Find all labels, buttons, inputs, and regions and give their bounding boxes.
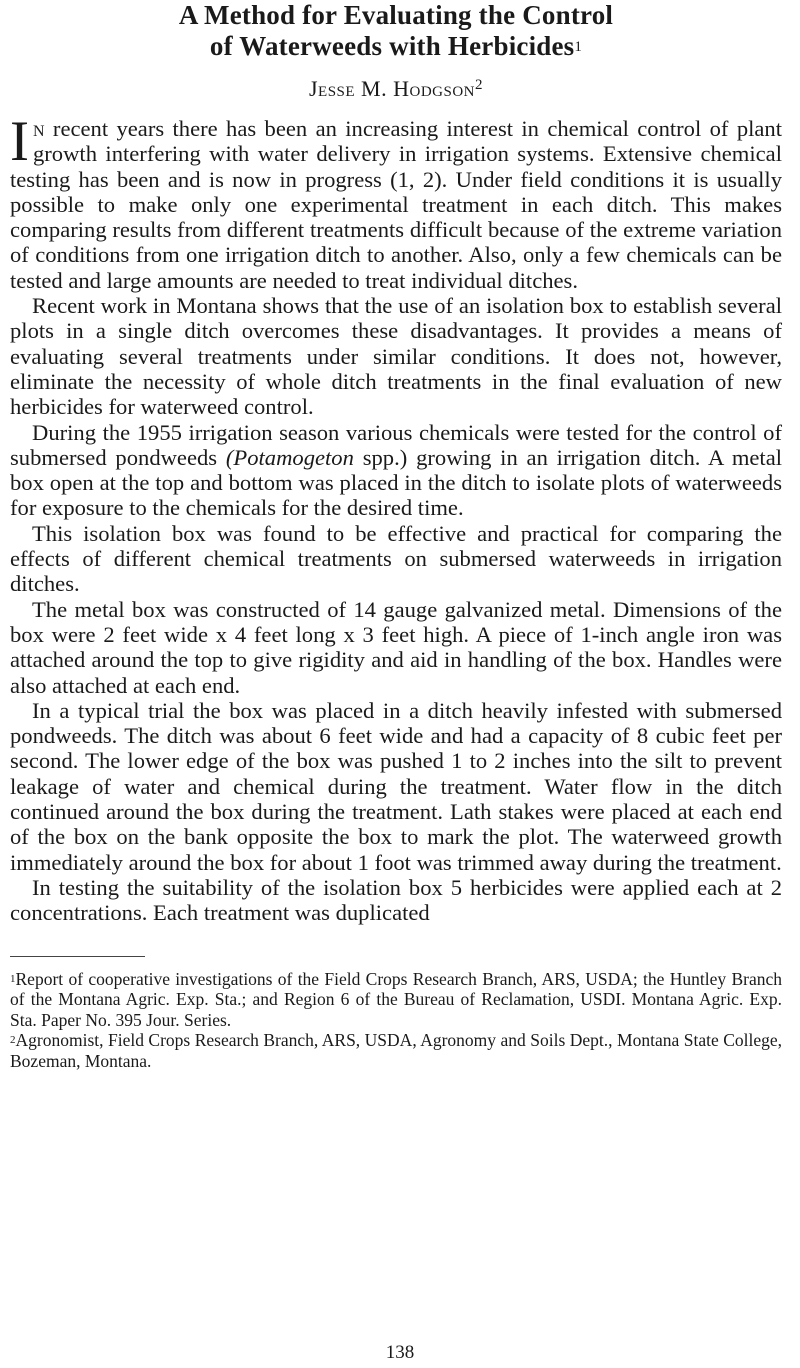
title-line-1: A Method for Evaluating the Control (178, 0, 614, 30)
footnote-2 (10, 1030, 782, 1071)
title-line-2: of Waterweeds with Herbicides (209, 31, 575, 61)
author-name: Jesse M. Hodgson (308, 76, 476, 101)
footnote-2-mark: 2 (10, 1034, 16, 1046)
paragraph-3-before: During the 1955 irrigation season various chemicals were tested for the control of submersed pondweeds (10, 419, 782, 470)
paragraph-6: In a typical trial the box was placed in a ditch heavily infested with submersed pondweeds. The ditch was about 6 feet wide and had a capacity of 8 cubic feet per second. The lower edge of the box was pushed 1 to 2 inches into the silt to prevent leakage of water and chemical during the treatment. Water flow in the ditch continued around the box during the treatment. Lath stakes were placed at each end of the box on the bank opposite the box to mark the plot. The waterweed growth immediately around the box for about 1 foot was trimmed away during the treatment. (10, 697, 782, 875)
paragraph-1 (10, 110, 782, 293)
footnote-1 (10, 969, 782, 1031)
paragraph-1-lead: n (32, 116, 45, 141)
paragraph-7: In testing the suitability of the isolation box 5 herbicides were applied each at 2 concentrations. Each treatment was duplicated (10, 874, 782, 926)
genus-name: (Potamogeton (225, 444, 354, 470)
page-number: 138 (385, 1342, 415, 1363)
article-title (10, 0, 782, 62)
paragraph-4: This isolation box was found to be effective and practical for comparing the effects of different chemical treatments on submersed waterweeds in irrigation ditches. (10, 520, 782, 597)
paragraph-5: The metal box was constructed of 14 gauge galvanized metal. Dimensions of the box were 2 feet wide x 4 feet long x 3 feet high. A piece of 1-inch angle iron was attached around the top to give rigidity and aid in handling of the box. Handles were also attached at each end. (10, 596, 782, 698)
paragraph-2: Recent work in Montana shows that the use of an isolation box to establish several plots in a single ditch overcomes these disadvantages. It provides a means of evaluating several treatments under similar conditions. It does not, however, eliminate the necessity of whole ditch treatments in the final evaluation of new herbicides for waterweed control. (10, 293, 782, 420)
author-footnote-mark: 2 (475, 77, 484, 93)
article-body (10, 110, 783, 926)
footnote-2-text: Agronomist, Field Crops Research Branch, ARS, USDA, Agronomy and Soils Dept., Montana State College, Bozeman, Montana. (10, 1030, 782, 1071)
paragraph-3-after: spp.) growing in an irrigation ditch. A metal box open at the top and bottom was placed in the ditch to isolate plots of waterweeds for exposure to the chemicals for the desired time. (10, 444, 783, 521)
drop-cap: I (10, 110, 29, 173)
footnotes (10, 969, 782, 1072)
title-footnote-mark: 1 (574, 39, 583, 55)
paragraph-1-text: recent years there has been an increasing interest in chemical control of plant growth interfering with water delivery in irrigation systems. Extensive chemical testing has been and is now in progress (1, 2). Under field conditions it is usually possible to make only one experimental treatment in each ditch. This makes comparing results from different treatments difficult because of the extreme variation of conditions from one irrigation ditch to another. Also, only a few chemicals can be tested and large amounts are needed to treat individual ditches. (10, 116, 782, 293)
author-line (10, 76, 782, 102)
footnote-divider (10, 956, 145, 957)
footnote-1-mark: 1 (10, 972, 16, 985)
footnote-1-text: Report of cooperative investigations of the Field Crops Research Branch, ARS, USDA; the Huntley Branch of the Montana Agric. Exp. Sta.; and Region 6 of the Bureau of Reclamation, USDI. Montana Agric. Exp. Sta. Paper No. 395 Jour. Series. (10, 968, 782, 1030)
paragraph-3 (10, 420, 782, 521)
